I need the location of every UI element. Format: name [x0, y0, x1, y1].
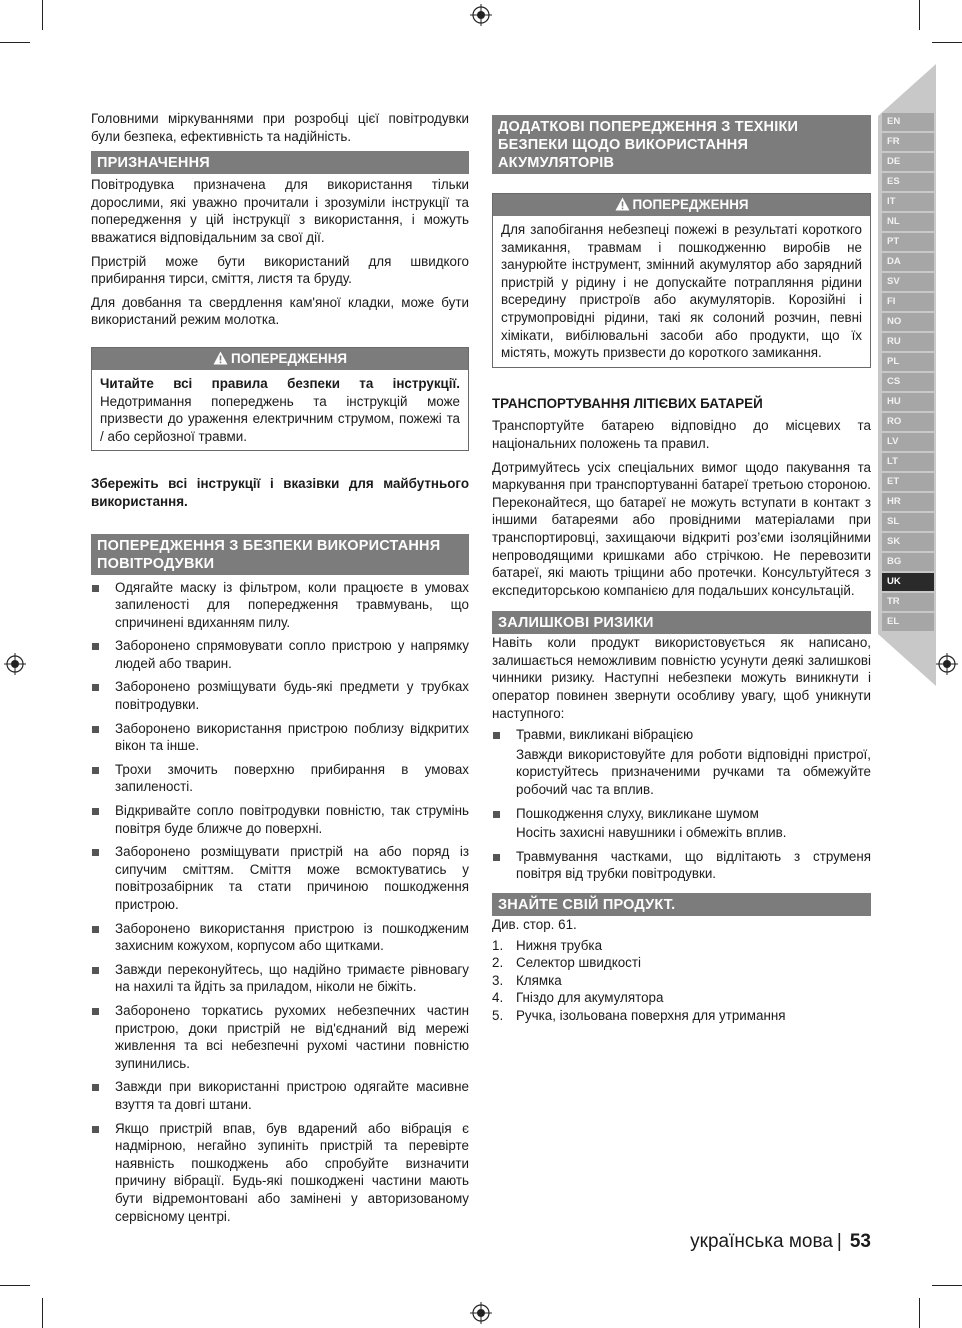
list-item: Заборонено торкатись рухомих небезпечних частин пристрою, доки пристрій не від'єднаний від мережі живлення та всі небезпечні рухомі частини повністю зупинились. [91, 1002, 469, 1072]
language-tab[interactable]: SV [882, 273, 934, 291]
product-reference: Див. стор. 61. [492, 917, 577, 932]
language-tab[interactable]: FR [882, 133, 934, 151]
risks-list [492, 726, 871, 883]
registration-mark-icon [4, 653, 26, 675]
warning-title: ПОПЕРЕДЖЕННЯ [632, 197, 749, 212]
transport-paragraph: Дотримуйтесь усіх спеціальних вимог щодо пакування та маркування при транспортуванні батареї третьою стороною. Переконайтеся, що батареї не можуть вступати в контакт з іншими батареями або провідними матеріалами при транспортировці, захищаючи відкриті роз’єми ізоляційними непроводящими кришками або стрічкою. Не перевозити батареї, які мають тріщини або протечки. Консультуйтеся з експедиторською компанією для подальших консультацій. [492, 459, 871, 598]
language-tab[interactable]: RO [882, 413, 934, 431]
warning-body [92, 370, 468, 450]
list-item: 3. Клямка [492, 972, 562, 988]
risks-intro: Навіть коли продукт використовується як написано, залишається неможливим повністю усунути деякі залишкові чинники ризику. Наступні небезпеки можуть виникнути і оператор повинен звернути особливу увагу, щоб уникнути наступного: [492, 635, 871, 721]
list-item: 2. Селектор швидкості [492, 955, 641, 971]
language-tab[interactable]: IT [882, 193, 934, 211]
list-item: Заборонено використання пристрою поблизу відкритих вікон та інше. [91, 720, 469, 755]
purpose-paragraph: Для довбання та свердлення кам'яної кладки, може бути використаний режим молотка. [91, 294, 469, 328]
list-item: Травми, викликані вібрацією Завжди використовуйте для роботи відповідні пристрої, користуйтесь призначеними ручками та обмежуйте робочий час та вплив. [492, 726, 871, 798]
crop-mark [932, 1285, 962, 1286]
square-bullet-icon [92, 726, 99, 733]
language-tab[interactable]: UK [882, 573, 934, 591]
section-heading-product: ЗНАЙТЕ СВІЙ ПРОДУКТ. [492, 893, 871, 916]
language-tab[interactable]: NL [882, 213, 934, 231]
list-item: Пошкодження слуху, викликане шумом Носіть захисні навушники і обмежіть вплив. [492, 805, 871, 842]
save-instructions-note: Збережіть всі інструкції і вказівки для майбутнього використання. [91, 476, 469, 509]
list-item: 1. Нижня трубка [492, 937, 603, 953]
list-item: Трохи змочить поверхню прибирання в умовах запиленості. [91, 761, 469, 796]
battery-warning-box [492, 193, 871, 368]
page-number: 53 [849, 1231, 871, 1252]
list-item: Одягайте маску із фільтром, коли працюєте в умовах запиленості для попередження травмувань, що спричинені вдиханням пилу. [91, 579, 469, 632]
language-tab[interactable]: FI [882, 293, 934, 311]
square-bullet-icon [92, 967, 99, 974]
registration-mark-icon [470, 4, 492, 26]
list-item: Заборонено розміщувати пристрій на або поряд із сипучим сміттям. Сміття може всмоктуватись у повітрозабірник та стати причиною пошкодження пристрою. [91, 843, 469, 913]
square-bullet-icon [92, 1126, 99, 1133]
language-tab[interactable]: HR [882, 493, 934, 511]
registration-mark-icon [936, 653, 958, 675]
warning-header [92, 348, 468, 370]
list-item: Якщо пристрій впав, був вдарений або вібрація є надмірною, негайно зупиніть пристрій та перевірте наявність пошкоджень або спробуйте визначити причину вібрації. Будь-які пошкоджені частини мають бути відремонтовані або замінені у авторизованому сервісному центрі. [91, 1120, 469, 1226]
product-parts-list [492, 937, 871, 1025]
right-column [492, 115, 871, 1025]
intro-text: Головними міркуваннями при розробці цієї повітродувки були безпека, ефективність та надійність. [91, 111, 469, 144]
crop-mark [42, 0, 43, 30]
language-tab[interactable]: DA [882, 253, 934, 271]
language-tab[interactable]: HU [882, 393, 934, 411]
warning-text: Недотримання попереджень та інструкцій може призвести до ураження електричним струмом, пожежі та / або серйозної травми. [100, 393, 460, 444]
crop-mark [919, 1298, 920, 1328]
language-tab[interactable]: EL [882, 613, 934, 631]
list-item: Заборонено використання пристрою із пошкодженим захисним кожухом, корпусом або щитками. [91, 920, 469, 955]
list-item: Заборонено спрямовувати сопло пристрою у напрямку людей або тварин. [91, 637, 469, 672]
transport-paragraph: Транспортуйте батарею відповідно до місцевих та національних положень та правил. [492, 418, 871, 451]
language-tab[interactable]: DE [882, 153, 934, 171]
language-tab[interactable]: NO [882, 313, 934, 331]
language-tab[interactable]: RU [882, 333, 934, 351]
crop-mark [919, 0, 920, 30]
section-heading-battery: ДОДАТКОВІ ПОПЕРЕДЖЕННЯ З ТЕХНІКИ БЕЗПЕКИ ЩОДО ВИКОРИСТАННЯ АКУМУЛЯТОРІВ [492, 115, 871, 174]
language-tab[interactable]: LT [882, 453, 934, 471]
crop-mark [932, 42, 962, 43]
left-column [91, 110, 469, 1231]
list-item: Заборонено розміщувати будь-які предмети у трубках повітродувки. [91, 678, 469, 713]
language-tab[interactable]: PT [882, 233, 934, 251]
list-item: Відкривайте сопло повітродувки повністю, так струмінь повітря буде ближче до поверхні. [91, 802, 469, 837]
crop-mark [0, 42, 30, 43]
language-tabs [882, 113, 934, 633]
safety-list [91, 579, 469, 1226]
warning-title: ПОПЕРЕДЖЕННЯ [231, 350, 347, 366]
section-heading-safety: ПОПЕРЕДЖЕННЯ З БЕЗПЕКИ ВИКОРИСТАННЯ ПОВІТРОДУВКИ [91, 534, 469, 575]
language-tab[interactable]: PL [882, 353, 934, 371]
transport-heading: ТРАНСПОРТУВАННЯ ЛІТІЄВИХ БАТАРЕЙ [492, 395, 763, 411]
warning-triangle-icon [615, 197, 630, 211]
square-bullet-icon [92, 585, 99, 592]
square-bullet-icon [92, 926, 99, 933]
purpose-paragraph: Повітродувка призначена для використання тільки дорослими, які уважно прочитали і зрозуміли інструкції та попередження у цій інструкції з використання, і можуть вважатися відповідальним за свої дії. [91, 177, 469, 245]
square-bullet-icon [493, 811, 500, 818]
list-item: Травмування частками, що відлітають з струменя повітря від трубки повітродувки. [492, 848, 871, 883]
language-tab[interactable]: EN [882, 113, 934, 131]
language-tab[interactable]: LV [882, 433, 934, 451]
warning-header [493, 194, 870, 216]
language-tab[interactable]: ES [882, 173, 934, 191]
list-item: Завжди переконуйтесь, що надійно тримаєте рівновагу на нахилі та йдіть за приладом, ніколи не біжіть. [91, 961, 469, 996]
crop-mark [0, 1285, 30, 1286]
language-tab[interactable]: SL [882, 513, 934, 531]
footer-language: українська мова [690, 1231, 833, 1252]
square-bullet-icon [92, 643, 99, 650]
square-bullet-icon [92, 849, 99, 856]
language-tab[interactable]: SK [882, 533, 934, 551]
crop-mark [42, 1298, 43, 1328]
language-tab[interactable]: CS [882, 373, 934, 391]
square-bullet-icon [493, 854, 500, 861]
section-heading-purpose: ПРИЗНАЧЕННЯ [91, 151, 469, 174]
language-tab[interactable]: TR [882, 593, 934, 611]
purpose-paragraph: Пристрій може бути використаний для швидкого прибирання тирси, сміття, листя та бруду. [91, 253, 469, 287]
square-bullet-icon [92, 767, 99, 774]
square-bullet-icon [92, 1084, 99, 1091]
warning-body: Для запобігання небезпеці пожежі в результаті короткого замикання, травмам і пошкодженню виробів не занурюйте інструмент, змінний акумулятор або зарядний пристрій у рідину і не допускайте потрапляння рідини всередину пристроїв або акумуляторів. Корозійні і струмопровідні рідини, такі як солоний розчин, певні хімікати, вибілювальні засоби або продукти, що їх містять, можуть призвести до короткого замикання. [501, 222, 862, 361]
footer-separator: | [836, 1231, 842, 1252]
warning-triangle-icon [213, 351, 228, 365]
page-footer [690, 1229, 871, 1255]
list-item: Завжди при використанні пристрою одягайте масивне взуття та довгі штани. [91, 1078, 469, 1113]
warning-bold-text: Читайте всі правила безпеки та інструкції. [100, 375, 460, 391]
square-bullet-icon [92, 1008, 99, 1015]
square-bullet-icon [92, 684, 99, 691]
registration-mark-icon [470, 1302, 492, 1324]
warning-box [91, 347, 469, 451]
square-bullet-icon [493, 732, 500, 739]
square-bullet-icon [92, 808, 99, 815]
section-heading-risks: ЗАЛИШКОВІ РИЗИКИ [492, 611, 871, 634]
language-tab[interactable]: ET [882, 473, 934, 491]
list-item: 4. Гніздо для акумулятора [492, 990, 664, 1006]
list-item: 5. Ручка, ізольована поверхня для утримання [492, 1007, 786, 1023]
language-tab[interactable]: BG [882, 553, 934, 571]
